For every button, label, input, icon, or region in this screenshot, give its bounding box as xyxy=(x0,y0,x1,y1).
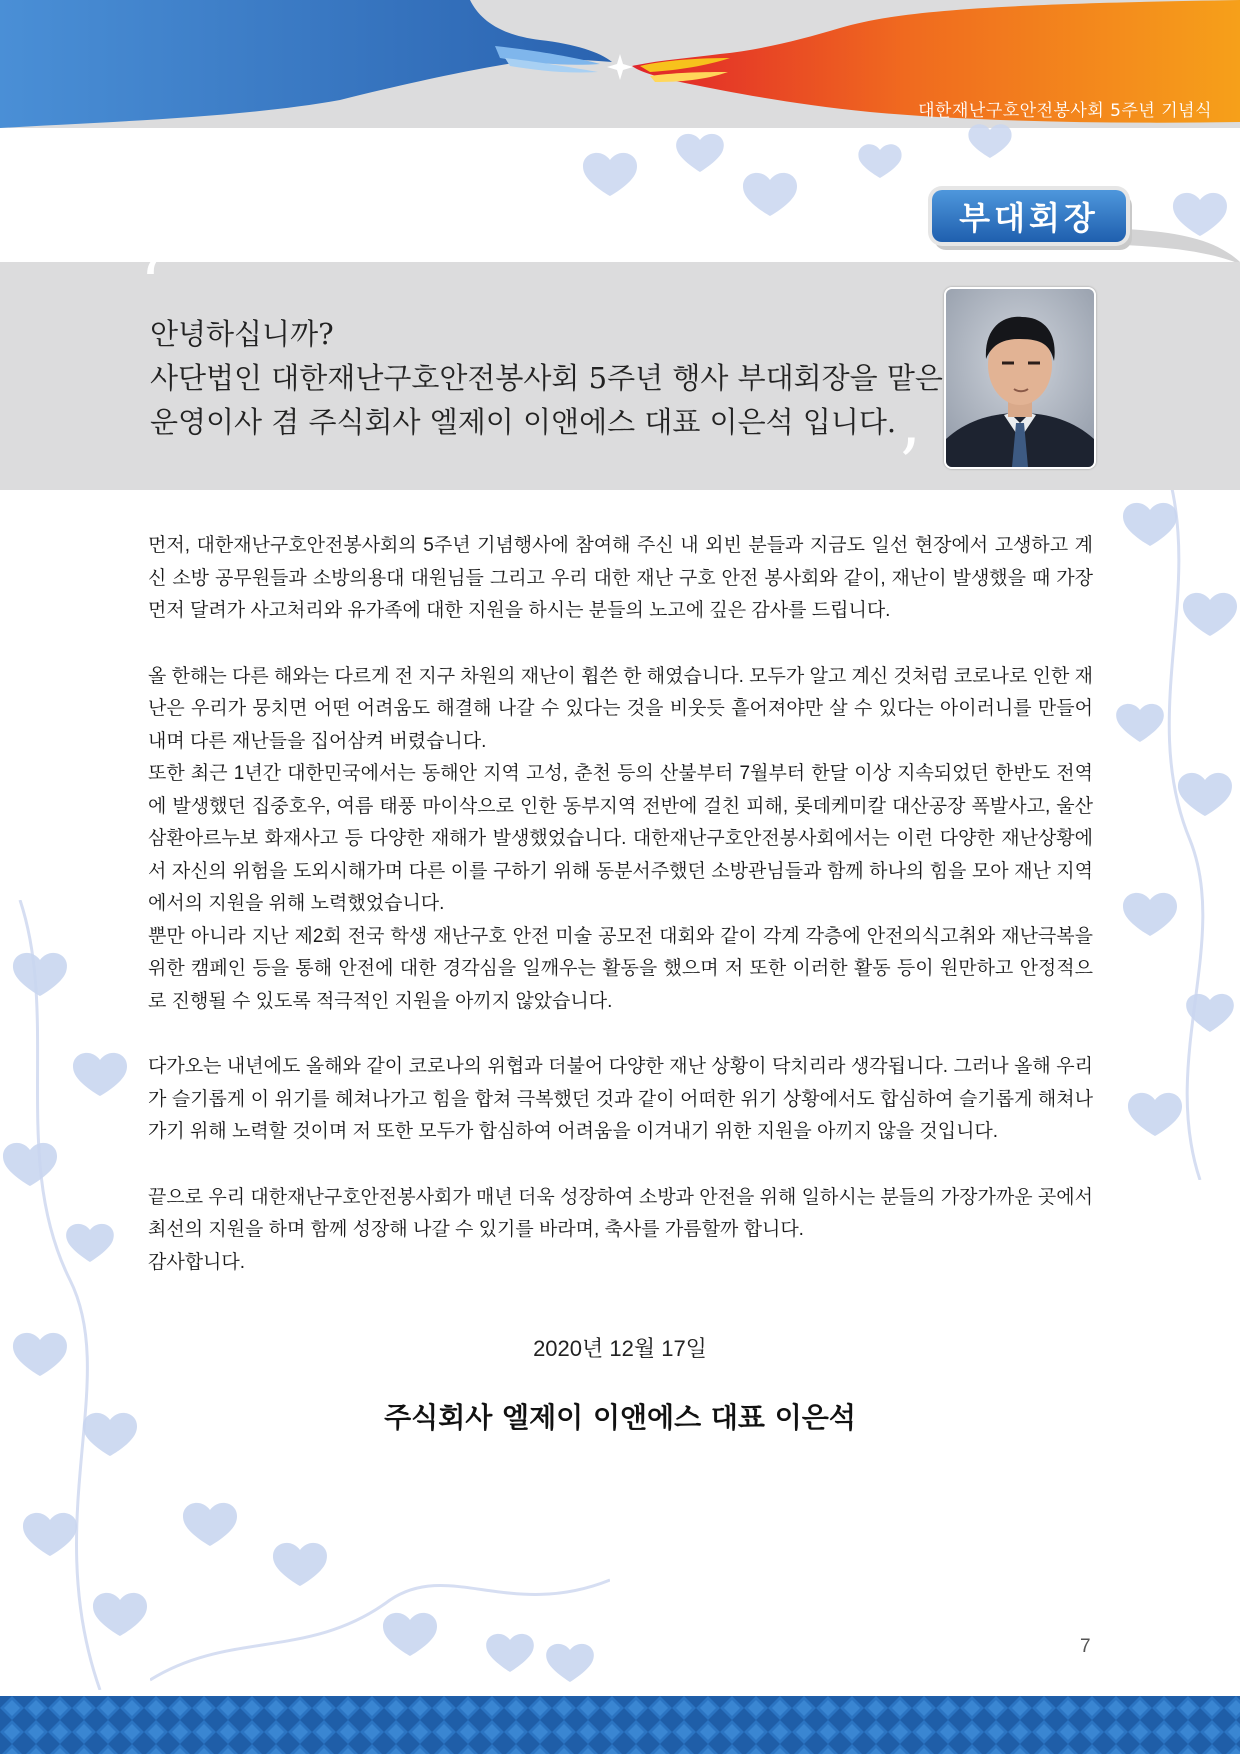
greeting-line: 안녕하십니까? xyxy=(150,317,334,351)
heart-vine-decoration-bottom xyxy=(150,1480,610,1696)
page-number: 7 xyxy=(1080,1636,1091,1657)
body-paragraph: 끝으로 우리 대한재난구호안전봉사회가 매년 더욱 성장하여 소방과 안전을 위해 일하시는 분들의 가장가까운 곳에서 최선의 지원을 하며 함께 성장해 나갈 수 있기를 바라며, 축사를 가름할까 합니다. xyxy=(148,1186,1093,1240)
body-paragraph: 다가오는 내년에도 올해와 같이 코로나의 위협과 더불어 다양한 재난 상황이 닥치리라 생각됩니다. 그러나 올해 우리가 슬기롭게 이 위기를 헤쳐나가고 힘을 합쳐 극복했던 것과 같이 어떠한 위기 상황에서도 합심하여 슬기롭게 해쳐나가기 위해 노력할 것이며 저 또한 모두가 합심하여 어려움을 이겨내기 위한 지원을 아끼지 않을 것입니다. xyxy=(148,1056,1093,1142)
heart-vine-decoration-left xyxy=(0,900,150,1690)
message-body xyxy=(148,530,1093,1279)
portrait-photo xyxy=(944,287,1096,469)
body-paragraph: 먼저, 대한재난구호안전봉사회의 5주년 기념행사에 참여해 주신 내 외빈 분들과 지금도 일선 현장에서 고생하고 계신 소방 공무원들과 소방의용대 대원님들 그리고 우리 대한 재난 구호 안전 봉사회와 같이, 재난이 발생했을 때 가장 먼저 달려가 사고처리와 유가족에 대한 지원을 하시는 분들의 노고에 깊은 감사를 드립니다. xyxy=(148,535,1093,621)
letter-date: 2020년 12월 17일 xyxy=(533,1336,707,1361)
greeting-line: 운영이사 겸 주식회사 엘제이 이앤에스 대표 이은석 입니다. xyxy=(150,405,897,439)
heart-vine-decoration-top xyxy=(520,120,1240,270)
body-paragraph: 또한 최근 1년간 대한민국에서는 동해안 지역 고성, 춘천 등의 산불부터 7월부터 한달 이상 지속되었던 한반도 전역에 발생했던 집중호우, 여름 태풍 마이삭으로 인한 동부지역 전반에 걸친 피해, 롯데케미칼 대산공장 폭발사고, 울산 삼환아르누보 화재사고 등 다양한 재해가 발생했었습니다. 대한재난구호안전봉사회에서는 이런 다양한 재난상황에서 자신의 위험을 도외시해가며 다른 이를 구하기 위해 동분서주했던 소방관님들과 함께 하나의 힘을 모아 재난 지역에서의 지원을 위해 노력했었습니다. xyxy=(148,763,1093,914)
body-paragraph: 뿐만 아니라 지난 제2회 전국 학생 재난구호 안전 미술 공모전 대회와 같이 각계 각층에 안전의식고취와 재난극복을 위한 캠페인 등을 통해 안전에 대한 경각심을 일깨우는 활동을 했으며 저 또한 이러한 활동 등이 원만하고 안정적으로 진행될 수 있도록 적극적인 지원을 아끼지 않았습니다. xyxy=(148,925,1093,1012)
body-paragraph: 올 한해는 다른 해와는 다르게 전 지구 차원의 재난이 휩쓴 한 해였습니다. 모두가 알고 계신 것처럼 코로나로 인한 재난은 우리가 뭉치면 어떤 어려움도 해결해 나갈 수 있다는 것을 비웃듯 흩어져야만 살 수 있다는 아이러니를 만들어내며 다른 재난들을 집어삼켜 버렸습니다. xyxy=(148,665,1093,752)
person-portrait-icon xyxy=(946,289,1094,467)
footer-pattern-band xyxy=(0,1696,1240,1754)
greeting-line: 사단법인 대한재난구호안전봉사회 5주년 행사 부대회장을 맡은 xyxy=(150,361,943,395)
greeting-text xyxy=(150,312,943,444)
open-quote-mark: ‘ xyxy=(140,244,163,326)
header-title: 대한재난구호안전봉사회 5주년 기념식 xyxy=(918,101,1212,121)
heart-vine-decoration-right xyxy=(1110,480,1240,1180)
close-quote-mark: ’ xyxy=(898,424,921,506)
signature: 주식회사 엘제이 이앤에스 대표 이은석 xyxy=(384,1401,856,1434)
role-badge: 부대회장 xyxy=(932,190,1126,242)
body-paragraph: 감사합니다. xyxy=(148,1251,246,1273)
